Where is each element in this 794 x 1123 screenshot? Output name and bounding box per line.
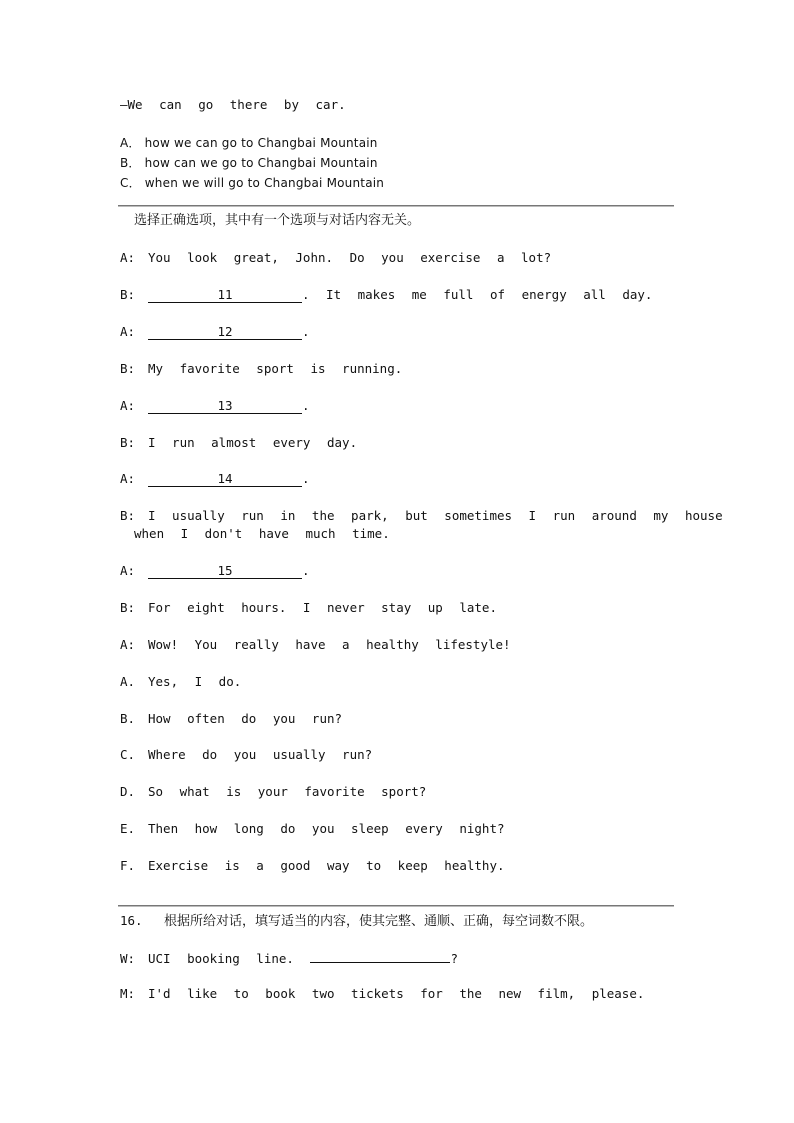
speaker-label: B: bbox=[120, 435, 136, 450]
dialogue-continuation: when I don't have much time. bbox=[134, 526, 390, 541]
option-text: how can we go to Changbai Mountain bbox=[144, 156, 378, 170]
dialogue-line bbox=[120, 470, 310, 488]
dialogue-text: . bbox=[302, 324, 310, 339]
speaker-label: A: bbox=[120, 637, 136, 652]
choice-letter: D. bbox=[120, 784, 136, 799]
speaker-label: B: bbox=[120, 600, 136, 615]
speaker-label: B: bbox=[120, 508, 136, 523]
option-letter: B． bbox=[120, 156, 141, 170]
option-c bbox=[120, 174, 384, 192]
answer-line: —We can go there by car. bbox=[120, 97, 346, 112]
dialogue-line bbox=[120, 507, 723, 525]
choice-text: Then how long do you sleep every night? bbox=[148, 821, 505, 836]
dialogue-text: . bbox=[302, 398, 310, 413]
speaker-label: A: bbox=[120, 471, 136, 486]
dialogue-line bbox=[120, 360, 402, 378]
option-a bbox=[120, 134, 378, 152]
dialogue-text: UCI booking line. bbox=[148, 951, 294, 966]
dialogue-text: My favorite sport is running. bbox=[148, 361, 403, 376]
speaker-label: B: bbox=[120, 287, 136, 302]
question-number: 16. bbox=[120, 913, 143, 928]
answer-blank[interactable] bbox=[310, 949, 450, 963]
dialogue-text: I'd like to book two tickets for the new film, please. bbox=[148, 986, 645, 1001]
dialogue-text: You look great, John. Do you exercise a lot? bbox=[148, 250, 552, 265]
dialogue-line bbox=[120, 599, 497, 617]
choice-item bbox=[120, 820, 505, 838]
choice-item bbox=[120, 857, 505, 875]
speaker-label: M: bbox=[120, 986, 136, 1001]
option-b bbox=[120, 154, 378, 172]
speaker-label: A: bbox=[120, 324, 136, 339]
option-text: when we will go to Changbai Mountain bbox=[144, 176, 385, 190]
section-instruction: 根据所给对话，填写适当的内容，使其完整、通顺、正确，每空词数不限。 bbox=[164, 914, 594, 929]
choice-text: How often do you run? bbox=[148, 711, 343, 726]
option-text: how we can go to Changbai Mountain bbox=[144, 136, 378, 150]
dialogue-text: . bbox=[302, 563, 310, 578]
dialogue-text: I usually run in the park, but sometimes I run around my house bbox=[148, 508, 723, 523]
answer-blank[interactable]: 11 bbox=[148, 287, 302, 303]
dialogue-line bbox=[120, 434, 357, 452]
section-divider bbox=[118, 205, 674, 207]
dialogue-text: . bbox=[302, 471, 310, 486]
answer-blank[interactable]: 12 bbox=[148, 324, 302, 340]
option-letter: C． bbox=[120, 176, 141, 190]
choice-letter: C. bbox=[120, 747, 136, 762]
question-header bbox=[120, 912, 593, 931]
answer-blank[interactable]: 13 bbox=[148, 398, 302, 414]
choice-item bbox=[120, 746, 372, 764]
dialogue-line bbox=[120, 323, 310, 341]
choice-text: So what is your favorite sport? bbox=[148, 784, 427, 799]
dialogue-text: ? bbox=[450, 951, 458, 966]
choice-text: Exercise is a good way to keep healthy. bbox=[148, 858, 505, 873]
dialogue-text: Wow! You really have a healthy lifestyle! bbox=[148, 637, 511, 652]
dialogue-line bbox=[120, 985, 644, 1003]
speaker-label: W: bbox=[120, 951, 136, 966]
speaker-label: A: bbox=[120, 563, 136, 578]
dialogue-text: I run almost every day. bbox=[148, 435, 358, 450]
choice-item bbox=[120, 673, 241, 691]
dialogue-line bbox=[120, 949, 458, 968]
choice-letter: A. bbox=[120, 674, 136, 689]
dialogue-line bbox=[120, 249, 551, 267]
option-letter: A． bbox=[120, 136, 141, 150]
speaker-label: B: bbox=[120, 361, 136, 376]
choice-text: Where do you usually run? bbox=[148, 747, 373, 762]
dialogue-line bbox=[120, 636, 511, 654]
choice-item bbox=[120, 783, 426, 801]
speaker-label: A: bbox=[120, 398, 136, 413]
dialogue-line bbox=[120, 562, 310, 580]
speaker-label: A: bbox=[120, 250, 136, 265]
dialogue-line bbox=[120, 286, 652, 304]
choice-item bbox=[120, 710, 342, 728]
answer-blank[interactable]: 15 bbox=[148, 563, 302, 579]
dialogue-text: . It makes me full of energy all day. bbox=[302, 287, 653, 302]
section-divider bbox=[118, 905, 674, 907]
dialogue-text: For eight hours. I never stay up late. bbox=[148, 600, 497, 615]
choice-letter: F. bbox=[120, 858, 136, 873]
section-instruction: 选择正确选项，其中有一个选项与对话内容无关。 bbox=[134, 213, 421, 228]
choice-letter: E. bbox=[120, 821, 136, 836]
answer-blank[interactable]: 14 bbox=[148, 471, 302, 487]
choice-text: Yes, I do. bbox=[148, 674, 242, 689]
choice-letter: B. bbox=[120, 711, 136, 726]
dialogue-line bbox=[120, 397, 310, 415]
